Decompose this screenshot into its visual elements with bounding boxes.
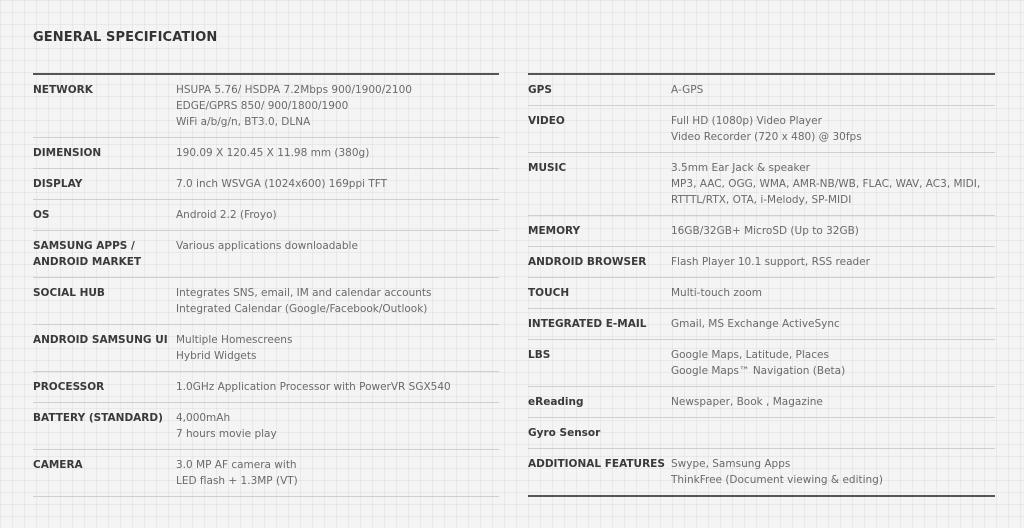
spec-value: Newspaper, Book , Magazine (671, 396, 823, 408)
spec-value: 16GB/32GB+ MicroSD (Up to 32GB) (671, 225, 859, 237)
spec-row-gyro-sensor (528, 418, 995, 449)
spec-label: Gyro Sensor (528, 427, 601, 439)
spec-label: TOUCH (528, 287, 570, 299)
spec-table-right (528, 73, 995, 497)
spec-label: LBS (528, 349, 551, 361)
spec-row-network (33, 75, 499, 138)
spec-value: 7.0 inch WSVGA (1024x600) 169ppi TFT (176, 178, 388, 190)
spec-label: INTEGRATED E-MAIL (528, 318, 647, 330)
spec-row-memory (528, 216, 995, 247)
spec-label: DIMENSION (33, 147, 102, 159)
spec-row-additional-features (528, 449, 995, 495)
spec-value: 190.09 X 120.45 X 11.98 mm (380g) (176, 147, 370, 159)
spec-value: 1.0GHz Application Processor with PowerVR SGX540 (176, 381, 451, 393)
spec-row-samsung-apps (33, 231, 499, 278)
spec-value: 3.0 MP AF camera with LED flash + 1.3MP (VT) (176, 459, 298, 487)
spec-row-os (33, 200, 499, 231)
spec-row-ereading (528, 387, 995, 418)
spec-value: Google Maps, Latitude, Places Google Maps™ Navigation (Beta) (671, 349, 846, 377)
spec-label: NETWORK (33, 84, 93, 96)
spec-label: DISPLAY (33, 178, 83, 190)
spec-label: ANDROID BROWSER (528, 256, 647, 268)
spec-row-social-hub (33, 278, 499, 325)
spec-row-gps (528, 75, 995, 106)
spec-value: Full HD (1080p) Video Player Video Recorder (720 x 480) @ 30fps (671, 115, 862, 143)
spec-row-android-samsung-ui (33, 325, 499, 372)
spec-value: Various applications downloadable (176, 240, 358, 252)
spec-label: eReading (528, 396, 584, 408)
spec-value: Swype, Samsung Apps ThinkFree (Document viewing & editing) (671, 458, 883, 486)
spec-value: 3.5mm Ear Jack & speaker MP3, AAC, OGG, WMA, AMR-NB/WB, FLAC, WAV, AC3, MIDI, RTTTL/RTX, OTA, i-Melody, SP-MIDI (671, 162, 981, 206)
spec-label: GPS (528, 84, 552, 96)
spec-value: Gmail, MS Exchange ActiveSync (671, 318, 840, 330)
spec-row-integrated-email (528, 309, 995, 340)
spec-label: ADDITIONAL FEATURES (528, 458, 665, 470)
spec-value: Android 2.2 (Froyo) (176, 209, 277, 221)
spec-value: Multiple Homescreens Hybrid Widgets (176, 334, 293, 362)
spec-label: VIDEO (528, 115, 565, 127)
spec-value: Flash Player 10.1 support, RSS reader (671, 256, 870, 268)
spec-value: Integrates SNS, email, IM and calendar accounts Integrated Calendar (Google/Facebook/Outlook) (176, 287, 432, 315)
spec-row-display (33, 169, 499, 200)
spec-row-music (528, 153, 995, 216)
spec-row-battery (33, 403, 499, 450)
spec-row-lbs (528, 340, 995, 387)
spec-row-video (528, 106, 995, 153)
spec-label: ANDROID SAMSUNG UI (33, 334, 168, 346)
spec-label: SOCIAL HUB (33, 287, 105, 299)
spec-value: HSUPA 5.76/ HSDPA 7.2Mbps 900/1900/2100 EDGE/GPRS 850/ 900/1800/1900 WiFi a/b/g/n, BT3.0, DLNA (176, 84, 412, 128)
spec-row-camera (33, 450, 499, 497)
spec-label: SAMSUNG APPS / ANDROID MARKET (33, 240, 142, 268)
spec-table-left (33, 73, 499, 497)
spec-label: BATTERY (STANDARD) (33, 412, 163, 424)
spec-label: OS (33, 209, 50, 221)
spec-row-processor (33, 372, 499, 403)
spec-row-touch (528, 278, 995, 309)
spec-label: MUSIC (528, 162, 567, 174)
page-title: GENERAL SPECIFICATION (33, 30, 218, 45)
spec-row-android-browser (528, 247, 995, 278)
spec-label: PROCESSOR (33, 381, 105, 393)
spec-value: 4,000mAh 7 hours movie play (176, 412, 277, 440)
spec-value: A-GPS (671, 84, 704, 96)
spec-label: MEMORY (528, 225, 581, 237)
spec-row-dimension (33, 138, 499, 169)
spec-label: CAMERA (33, 459, 83, 471)
spec-value: Multi-touch zoom (671, 287, 763, 299)
